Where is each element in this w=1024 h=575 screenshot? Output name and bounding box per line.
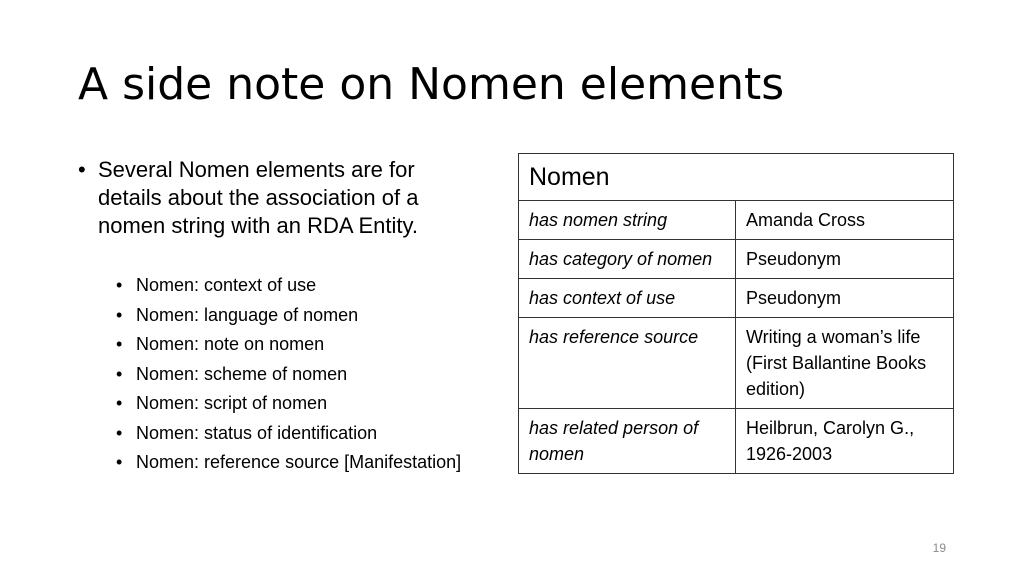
table-value-cell: Pseudonym bbox=[736, 240, 954, 279]
sub-bullet-item bbox=[116, 333, 478, 356]
table-property-cell: has context of use bbox=[519, 279, 736, 318]
table-value-cell: Pseudonym bbox=[736, 279, 954, 318]
sub-bullet-text: Nomen: status of identification bbox=[136, 422, 378, 443]
table-property-cell: has related person of nomen bbox=[519, 409, 736, 474]
sub-bullet-text: Nomen: note on nomen bbox=[136, 334, 325, 354]
table-property-cell: has nomen string bbox=[519, 201, 736, 240]
table-value-cell: Writing a woman’s life (First Ballantine Books edition) bbox=[736, 318, 954, 409]
table-header: Nomen bbox=[519, 154, 954, 201]
sub-bullet-text: Nomen: scheme of nomen bbox=[136, 363, 348, 384]
bullet-dot-icon: • bbox=[116, 422, 123, 443]
table-value-cell: Amanda Cross bbox=[736, 201, 954, 240]
bullet-dot-icon: • bbox=[78, 157, 86, 182]
sub-bullet-item bbox=[116, 422, 478, 445]
table-row bbox=[519, 279, 954, 318]
sub-bullet-text: Nomen: language of nomen bbox=[136, 304, 359, 325]
slide-title: A side note on Nomen elements bbox=[78, 59, 785, 110]
sub-bullet-text: Nomen: reference source [Manifestation] bbox=[136, 452, 462, 472]
table-row bbox=[519, 318, 954, 409]
table-property-cell: has category of nomen bbox=[519, 240, 736, 279]
sub-bullet-text: Nomen: context of use bbox=[136, 275, 317, 295]
sub-bullet-text: Nomen: script of nomen bbox=[136, 393, 328, 413]
sub-bullet-item bbox=[116, 363, 478, 386]
bullet-dot-icon: • bbox=[116, 393, 123, 413]
bullet-dot-icon: • bbox=[116, 334, 123, 354]
nomen-table bbox=[518, 153, 954, 474]
table-property-cell: has reference source bbox=[519, 318, 736, 409]
sub-bullet-item bbox=[116, 304, 478, 327]
sub-bullet-list bbox=[78, 274, 478, 474]
page-number: 19 bbox=[932, 541, 946, 555]
table-row bbox=[519, 201, 954, 240]
bullet-dot-icon: • bbox=[116, 275, 123, 295]
bullet-dot-icon: • bbox=[116, 363, 123, 384]
table-row bbox=[519, 240, 954, 279]
sub-bullet-item bbox=[116, 274, 478, 297]
table-value-cell: Heilbrun, Carolyn G., 1926-2003 bbox=[736, 409, 954, 474]
bullet-dot-icon: • bbox=[116, 304, 123, 325]
sub-bullet-item bbox=[116, 392, 478, 415]
table-header-row bbox=[519, 154, 954, 201]
main-bullet bbox=[78, 156, 478, 240]
sub-bullet-item bbox=[116, 451, 478, 474]
table-row bbox=[519, 409, 954, 474]
bullet-dot-icon: • bbox=[116, 452, 123, 472]
main-bullet-text: Several Nomen elements are for details about the association of a nomen string with an RDA Entity. bbox=[98, 157, 419, 238]
bullet-content bbox=[78, 156, 478, 481]
